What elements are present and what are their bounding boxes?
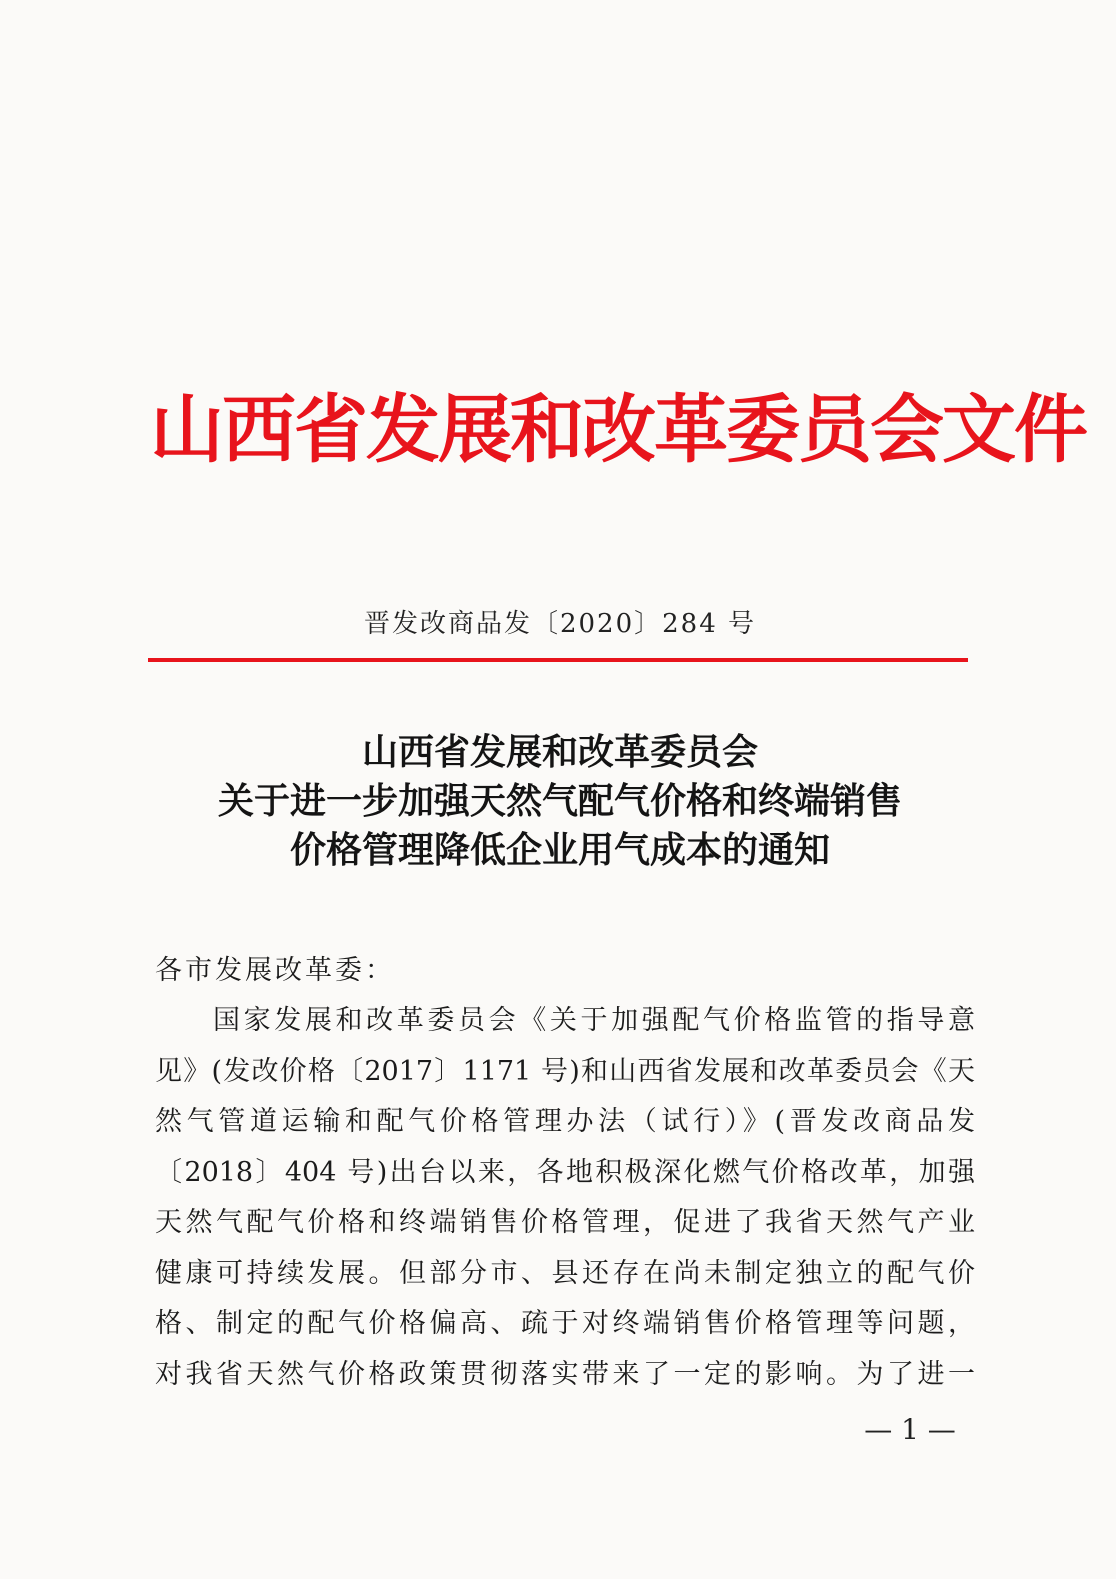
body-line: 〔2018〕404 号)出台以来，各地积极深化燃气价格改革，加强 [155,1156,975,1188]
salutation: 各市发展改革委： [155,955,395,986]
masthead-title: 山西省发展和改革委员会文件 [150,387,1086,473]
body-line: 国家发展和改革委员会《关于加强配气价格监管的指导意 [213,1005,975,1036]
body-line: 见》(发改价格〔2017〕1171 号)和山西省发展和改革委员会《天 [155,1055,975,1087]
body-line: 健康可持续发展。但部分市、县还存在尚未制定独立的配气价 [155,1257,975,1289]
body-line: 格、制定的配气价格偏高、疏于对终端销售价格管理等问题， [155,1308,975,1339]
red-divider-line [148,658,968,662]
body-line: 然气管道运输和配气价格管理办法（试行）》(晋发改商品发 [155,1106,975,1137]
document-title [150,728,970,875]
page-number: — 1 — [864,1413,956,1446]
body-paragraph [155,996,975,1400]
title-line: 山西省发展和改革委员会 [361,732,758,773]
document-number: 晋发改商品发〔2020〕284 号 [363,609,757,639]
title-line: 价格管理降低企业用气成本的通知 [289,830,830,871]
body-line: 天然气配气价格和终端销售价格管理，促进了我省天然气产业 [155,1207,975,1238]
title-line: 关于进一步加强天然气配气价格和终端销售 [217,781,902,822]
body-line: 对我省天然气价格政策贯彻落实带来了一定的影响。为了进一 [155,1358,975,1390]
